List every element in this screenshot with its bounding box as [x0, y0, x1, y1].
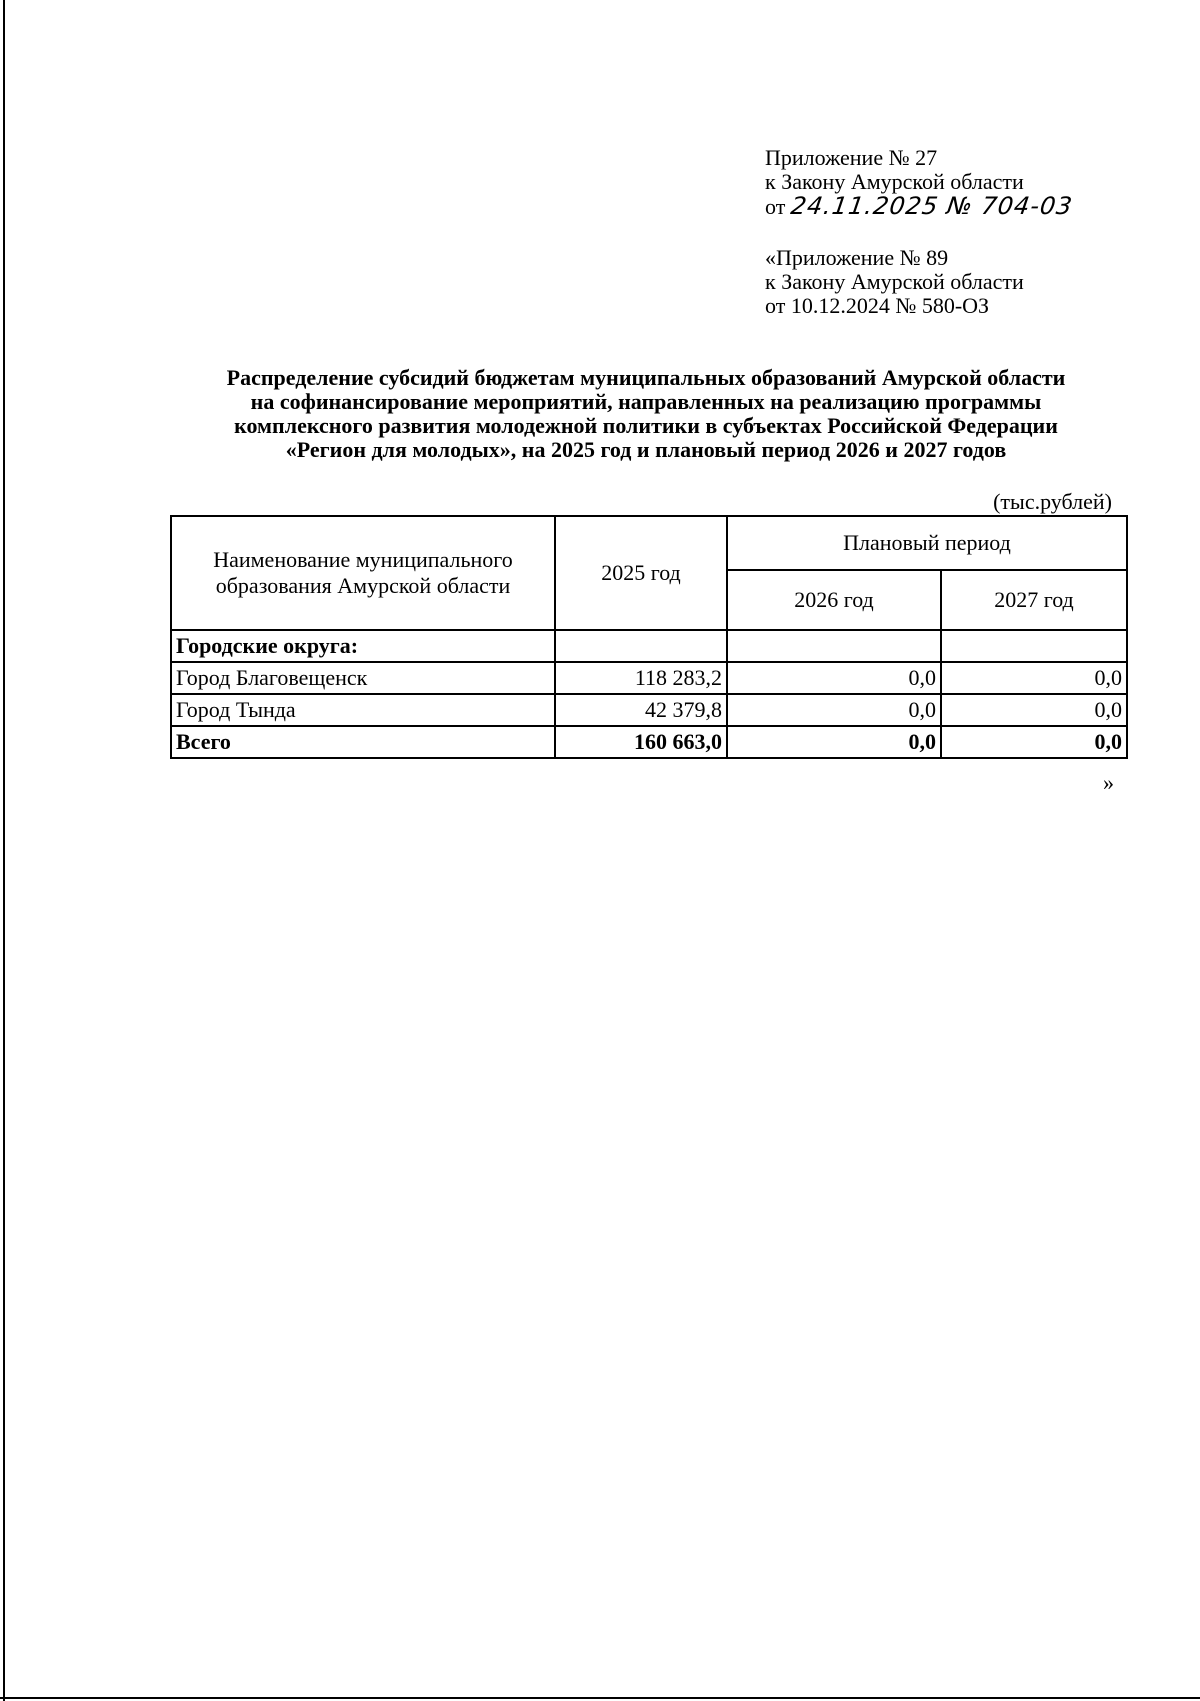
header-municipality: Наименование муниципального образования Амурской области — [171, 516, 555, 630]
header-2026: 2026 год — [727, 570, 941, 630]
row-2026: 0,0 — [727, 694, 941, 726]
row-2025: 42 379,8 — [555, 694, 727, 726]
header-2027: 2027 год — [941, 570, 1127, 630]
units-label: (тыс.рублей) — [993, 489, 1112, 514]
appendix-original-block — [765, 246, 1024, 318]
row-name: Город Тында — [171, 694, 555, 726]
table-row — [171, 662, 1127, 694]
row-name: Всего — [171, 726, 555, 758]
title-line-4: «Регион для молодых», на 2025 год и плановый период 2026 и 2027 годов — [285, 437, 1007, 462]
row-2027: 0,0 — [941, 694, 1127, 726]
appendix-current-law: к Закону Амурской области — [765, 169, 1024, 194]
document-title — [120, 366, 1172, 462]
row-2025 — [555, 630, 727, 662]
row-2026: 0,0 — [727, 726, 941, 758]
page-edge-left — [3, 0, 5, 1701]
appendix-original-date: от 10.12.2024 № 580-ОЗ — [765, 293, 990, 318]
appendix-current-date-line — [765, 194, 1073, 219]
appendix-current-block — [765, 146, 1073, 219]
row-2025: 118 283,2 — [555, 662, 727, 694]
row-2025: 160 663,0 — [555, 726, 727, 758]
appendix-current-number: Приложение № 27 — [765, 145, 938, 170]
title-line-3: комплексного развития молодежной политики в субъектах Российской Федерации — [234, 413, 1058, 438]
header-plan-period: Плановый период — [727, 516, 1127, 570]
subsidy-table — [170, 515, 1128, 759]
table-row-group — [171, 630, 1127, 662]
table-header-row-1 — [171, 516, 1127, 570]
appendix-original-number: «Приложение № 89 — [765, 245, 949, 270]
row-2027 — [941, 630, 1127, 662]
row-name: Город Благовещенск — [171, 662, 555, 694]
page-edge-bottom — [0, 1697, 1200, 1699]
handwritten-date-number: 24.11.2025 № 704-03 — [789, 192, 1075, 220]
table-row-total — [171, 726, 1127, 758]
title-line-1: Распределение субсидий бюджетам муниципальных образований Амурской области — [226, 365, 1066, 390]
table-row — [171, 694, 1127, 726]
appendix-current-date-prefix: от — [765, 194, 786, 219]
appendix-original-law: к Закону Амурской области — [765, 269, 1024, 294]
header-2025: 2025 год — [555, 516, 727, 630]
row-2027: 0,0 — [941, 662, 1127, 694]
row-2026: 0,0 — [727, 662, 941, 694]
closing-quote: » — [1103, 770, 1114, 795]
title-line-2: на софинансирование мероприятий, направленных на реализацию программы — [250, 389, 1042, 414]
row-2026 — [727, 630, 941, 662]
row-name: Городские округа: — [171, 630, 555, 662]
row-2027: 0,0 — [941, 726, 1127, 758]
